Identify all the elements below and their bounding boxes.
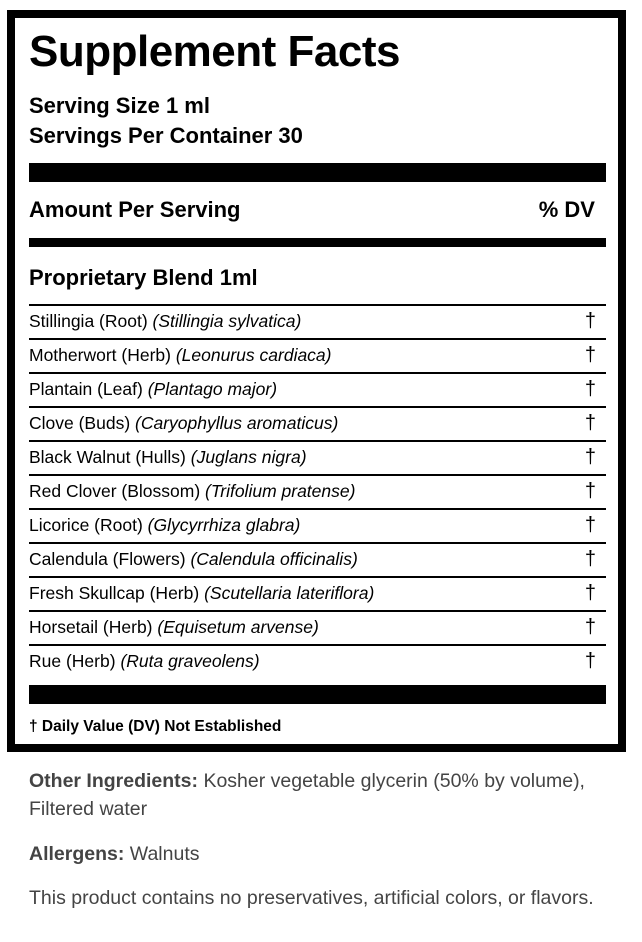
- table-row: [29, 610, 606, 644]
- blend-title: Proprietary Blend 1ml: [29, 265, 258, 290]
- ingredient-latin-name: (Equisetum arvense): [157, 617, 319, 637]
- ingredient-common-name: Red Clover (Blossom): [29, 481, 201, 501]
- dv-dagger: †: [584, 548, 596, 570]
- ingredient-latin-name: (Ruta graveolens): [120, 651, 260, 671]
- ingredient-common-name: Clove (Buds): [29, 413, 131, 433]
- ingredient-latin-name: (Scutellaria lateriflora): [204, 583, 375, 603]
- ingredient-common-name: Stillingia (Root): [29, 311, 148, 331]
- allergens-label: Allergens:: [29, 843, 125, 865]
- ingredient-list: [29, 304, 606, 678]
- divider-bar-bottom: [29, 685, 606, 704]
- table-row: [29, 304, 606, 338]
- other-ingredients: [29, 767, 619, 823]
- ingredient-common-name: Plantain (Leaf): [29, 379, 143, 399]
- dv-dagger: †: [584, 650, 596, 672]
- ingredient-common-name: Black Walnut (Hulls): [29, 447, 186, 467]
- ingredient-latin-name: (Stillingia sylvatica): [152, 311, 302, 331]
- dv-dagger: †: [584, 412, 596, 434]
- ingredient-latin-name: (Juglans nigra): [190, 447, 307, 467]
- table-row: [29, 644, 606, 678]
- table-row: [29, 338, 606, 372]
- other-ingredients-text: Kosher vegetable glycerin (50% by volume), Filtered water: [29, 770, 585, 820]
- dv-dagger: †: [584, 480, 596, 502]
- ingredient-common-name: Motherwort (Herb): [29, 345, 171, 365]
- ingredient-common-name: Licorice (Root): [29, 515, 143, 535]
- dv-dagger: †: [584, 446, 596, 468]
- table-row: [29, 508, 606, 542]
- ingredient-common-name: Fresh Skullcap (Herb): [29, 583, 200, 603]
- product-notice: This product contains no preservatives, artificial colors, or flavors.: [29, 887, 594, 909]
- dv-dagger: †: [584, 344, 596, 366]
- table-row: [29, 542, 606, 576]
- serving-size: Serving Size 1 ml: [29, 93, 210, 118]
- table-row: [29, 474, 606, 508]
- table-row: [29, 440, 606, 474]
- facts-title: Supplement Facts: [29, 27, 400, 76]
- dv-dagger: †: [584, 582, 596, 604]
- ingredient-common-name: Horsetail (Herb): [29, 617, 153, 637]
- ingredient-latin-name: (Leonurus cardiaca): [175, 345, 332, 365]
- dv-dagger: †: [584, 310, 596, 332]
- table-row: [29, 406, 606, 440]
- ingredient-common-name: Calendula (Flowers): [29, 549, 186, 569]
- divider-bar-top: [29, 163, 606, 182]
- dv-header: % DV: [538, 197, 595, 222]
- ingredient-latin-name: (Calendula officinalis): [190, 549, 358, 569]
- table-row: [29, 372, 606, 406]
- ingredient-latin-name: (Trifolium pratense): [205, 481, 356, 501]
- other-ingredients-label: Other Ingredients:: [29, 770, 199, 792]
- dv-footnote: † Daily Value (DV) Not Established: [29, 718, 282, 735]
- servings-per-container: Servings Per Container 30: [29, 123, 303, 148]
- allergens: [29, 840, 619, 868]
- dv-dagger: †: [584, 514, 596, 536]
- ingredient-latin-name: (Plantago major): [147, 379, 278, 399]
- divider-bar-middle: [29, 238, 606, 247]
- dv-dagger: †: [584, 378, 596, 400]
- amount-per-serving-header: Amount Per Serving: [29, 197, 241, 222]
- ingredient-latin-name: (Glycyrrhiza glabra): [147, 515, 301, 535]
- supplement-facts-panel: [7, 10, 626, 752]
- allergens-text: Walnuts: [124, 843, 200, 865]
- ingredient-latin-name: (Caryophyllus aromaticus): [135, 413, 339, 433]
- ingredient-common-name: Rue (Herb): [29, 651, 116, 671]
- table-row: [29, 576, 606, 610]
- dv-dagger: †: [584, 616, 596, 638]
